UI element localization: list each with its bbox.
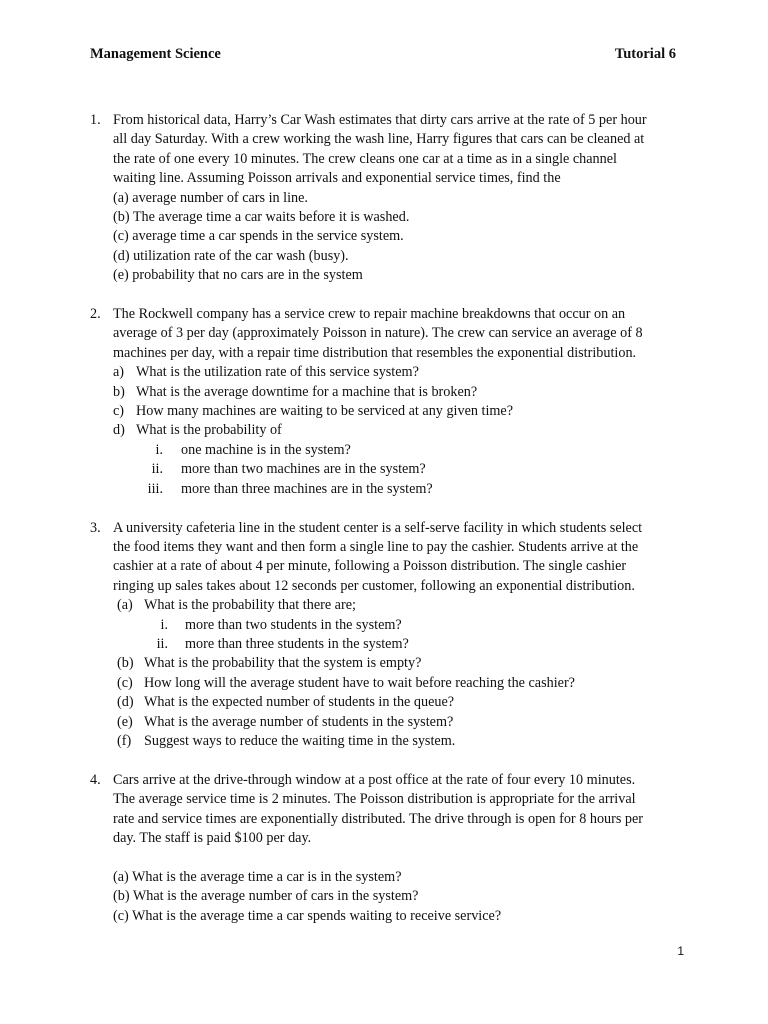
question-item [113, 713, 690, 732]
question-item [113, 674, 690, 693]
item-label: (d) [117, 694, 134, 711]
subitem-text: more than two students in the system? [185, 616, 402, 633]
question-text-line: From historical data, Harry’s Car Wash estimates that dirty cars arrive at the rate of 5 per hour [113, 112, 647, 128]
item-label: (c) [117, 674, 133, 691]
question-text-line: rate and service times are exponentially distributed. The drive through is open for 8 hours per [113, 810, 644, 827]
subitem-text: more than two machines are in the system? [181, 461, 426, 478]
question-number: 4. [90, 771, 101, 788]
question-4 [90, 771, 690, 926]
question-item: (b) The average time a car waits before it is washed. [113, 209, 410, 226]
question-text-line: the food items they want and then form a single line to pay the cashier. Students arrive at the [113, 538, 639, 555]
subitem-text: more than three machines are in the system? [181, 480, 433, 497]
item-text: What is the average downtime for a machine that is broken? [136, 383, 478, 400]
question-text-line: day. The staff is paid $100 per day. [113, 829, 312, 846]
question-text-line: The Rockwell company has a service crew to repair machine breakdowns that occur on an [113, 306, 626, 323]
question-subitem [113, 635, 690, 654]
question-text-line: Cars arrive at the drive-through window at a post office at the rate of four every 10 minutes. [113, 771, 636, 788]
question-item [113, 383, 690, 402]
item-text: What is the average number of students in the system? [144, 713, 454, 730]
spacer [113, 848, 690, 867]
question-subitem [113, 441, 690, 460]
question-item: (a) average number of cars in line. [113, 189, 308, 206]
question-text-line: waiting line. Assuming Poisson arrivals and exponential service times, find the [113, 170, 561, 187]
subitem-text: one machine is in the system? [181, 441, 351, 458]
item-text: What is the probability of [136, 422, 282, 439]
item-label: b) [113, 383, 125, 400]
item-label: (e) [117, 713, 133, 730]
question-item [113, 693, 690, 712]
question-1 [90, 111, 690, 286]
question-item [113, 402, 690, 421]
question-2 [90, 305, 690, 499]
question-number: 3. [90, 519, 101, 536]
question-text-line: cashier at a rate of about 4 per minute, following a Poisson distribution. The single cashier [113, 558, 627, 575]
question-item: (d) utilization rate of the car wash (busy). [113, 247, 349, 264]
question-text-line: all day Saturday. With a crew working the wash line, Harry figures that cars can be cleaned at [113, 131, 645, 148]
subitem-label: i. [160, 616, 168, 633]
question-item [113, 421, 690, 440]
question-item [113, 732, 690, 751]
question-item: (b) What is the average number of cars in the system? [113, 888, 419, 905]
subitem-label: ii. [156, 635, 168, 652]
subitem-label: iii. [147, 480, 163, 497]
question-text-line: ringing up sales takes about 12 seconds per customer, following an exponential distribution. [113, 577, 635, 594]
item-label: (a) [117, 597, 133, 614]
item-text: What is the utilization rate of this service system? [136, 364, 419, 381]
question-subitem [113, 460, 690, 479]
question-text-line: average of 3 per day (approximately Poisson in nature). The crew can service an average of 8 [113, 325, 643, 342]
item-label: (f) [117, 732, 132, 749]
question-item [113, 596, 690, 615]
item-text: What is the expected number of students in the queue? [144, 694, 455, 711]
item-text: What is the probability that the system is empty? [144, 655, 422, 672]
question-item: (c) What is the average time a car spends waiting to receive service? [113, 907, 502, 924]
question-item [113, 654, 690, 673]
item-text: How long will the average student have to wait before reaching the cashier? [144, 674, 575, 691]
item-label: a) [113, 364, 125, 381]
question-text-line: A university cafeteria line in the student center is a self-serve facility in which students select [113, 519, 643, 536]
item-text: Suggest ways to reduce the waiting time in the system. [144, 732, 456, 749]
question-text-line: The average service time is 2 minutes. The Poisson distribution is appropriate for the arrival [113, 791, 636, 808]
page-number: 1 [677, 944, 684, 958]
question-item: (a) What is the average time a car is in the system? [113, 868, 402, 885]
item-label: (b) [117, 655, 134, 672]
subitem-text: more than three students in the system? [185, 635, 409, 652]
course-title: Management Science [90, 46, 221, 62]
tutorial-title: Tutorial 6 [614, 46, 676, 62]
item-label: d) [113, 422, 125, 439]
question-item: (c) average time a car spends in the service system. [113, 228, 404, 245]
item-label: c) [113, 403, 125, 420]
question-text-line: the rate of one every 10 minutes. The crew cleans one car at a time as in a single channel [113, 150, 617, 167]
question-number: 2. [90, 306, 101, 323]
question-number: 1. [90, 112, 101, 128]
question-subitem [113, 480, 690, 499]
item-text: How many machines are waiting to be serviced at any given time? [136, 403, 514, 420]
question-text-line: machines per day, with a repair time distribution that resembles the exponential distribution. [113, 344, 637, 361]
question-list [90, 111, 690, 945]
subitem-label: i. [155, 441, 163, 458]
question-subitem [113, 616, 690, 635]
subitem-label: ii. [151, 461, 163, 478]
item-text: What is the probability that there are; [144, 597, 356, 614]
question-item [113, 363, 690, 382]
question-item: (e) probability that no cars are in the system [113, 267, 363, 284]
question-3 [90, 519, 690, 752]
